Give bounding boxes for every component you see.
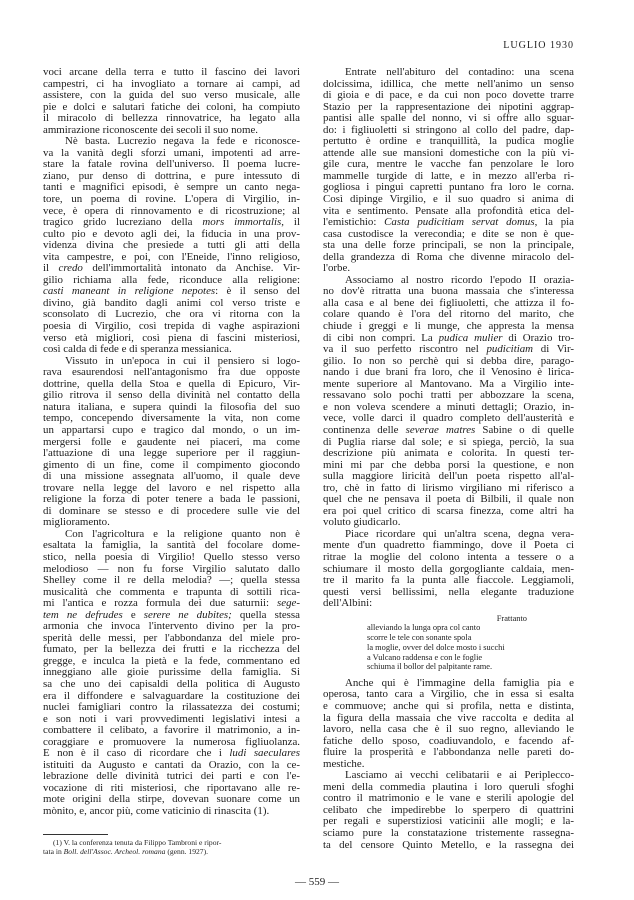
text-line: tempo, concependo diversamente la vita, non come: [43, 412, 300, 425]
text-line: musicalità che commenta e trapunta di sottili rica-: [43, 585, 300, 598]
text-line: attende alle sue mansioni domestiche con la più vi-: [323, 146, 574, 159]
text-segment: E non è il caso di ricordare che i: [43, 747, 230, 760]
footnote: [43, 839, 300, 856]
text-line: sa che uno dei capisaldi della politica di Augusto: [43, 677, 300, 690]
verse-line: scorre le tele con sonante spola: [367, 633, 472, 643]
text-line: e non voleva scendere a minuti dettagli; Orazio, in-: [323, 400, 574, 413]
text-line: di gioia e di pace, e da cui non poco dovette trarre: [323, 89, 574, 102]
text-line: vocazione di riti misteriosi, che riportavano alle re-: [43, 781, 300, 794]
text-line: vece, volle darci il quadro completo dell'austerità e: [323, 412, 574, 425]
text-line: era il diffondere e salvaguardare la costituzione dei: [43, 689, 300, 702]
text-line: miglioramento.: [43, 516, 110, 529]
verse-line: schiuma il bollor del palpitante rame.: [367, 662, 493, 672]
text-line: Così dipinge Virgilio, e il suo quadro si anima di: [323, 193, 574, 206]
text-line: esaltata la famiglia, la santità del focolare dome-: [43, 539, 300, 552]
text-line: mestiche.: [323, 757, 365, 770]
text-line: meni della commedia plautina i loro queruli sfoghi: [323, 780, 574, 793]
text-line: nando i due brani fra loro, che il Venosino è lirica-: [323, 366, 574, 379]
paragraph: [323, 529, 574, 610]
verse-line: alleviando la lunga opra col canto: [367, 623, 481, 633]
text-line: istituiti da Augusto e cantati da Orazio, con la ce-: [43, 758, 300, 771]
text-line: colare quando è l'ora del ritorno del marito, che: [323, 308, 574, 321]
text-line: gimento di un fine, come il compimento giocondo: [43, 458, 300, 471]
text-line: lavoro, nella casa che è il suo regno, alleviando le: [323, 723, 574, 736]
text-line: divino, già bandito dagli animi col verso triste e: [43, 296, 300, 309]
paragraph: [323, 67, 574, 275]
verse-quotation: [323, 614, 574, 672]
text-line: voluto giudicarlo.: [323, 516, 401, 529]
text-line: Lasciamo ai vecchi celibatarii e ai Periplecco-: [345, 769, 574, 782]
text-segment: il: [43, 262, 59, 275]
text-line: sta una delle forze principali, se non la principale,: [323, 239, 574, 252]
text-line: operosa, tanto cara a Virgilio, che in essa si esalta: [323, 688, 574, 701]
text-line: mente superiore al Mantovano. Ma a Virgilio inte-: [323, 377, 574, 390]
text-line: Con l'agricoltura e la religione quanto non è: [65, 527, 300, 540]
paragraph: [43, 67, 300, 136]
text-line: voci arcane della terra e tutto il fascino dei lavori: [43, 66, 300, 78]
text-line: campestri, ci ha invogliato a tornare ai campi, ad: [43, 77, 300, 90]
text-line: videnza divina che presiede a tutti gli atti della: [43, 239, 300, 252]
text-line: descrizione più animata e colorita. In questi ter-: [323, 447, 574, 460]
italic-text: Boll. dell'Assoc. Archeol. romana: [63, 846, 166, 856]
italic-text: tem ne defrudes: [43, 608, 123, 621]
text-line: sulla maggiore liricità dell'un poeta rispetto all'al-: [323, 470, 574, 483]
text-line: [323, 425, 574, 437]
text-segment: di Vir-: [533, 343, 574, 356]
paragraph: [323, 275, 574, 529]
text-line: per regali e superstiziosi vaticinii alle mogli; e la-: [323, 815, 574, 828]
text-line: la figura della massaia che vive raccolta e dedita al: [323, 711, 574, 724]
paragraph: [323, 678, 574, 770]
italic-text: pudicitiam: [486, 343, 534, 356]
text-segment: e: [122, 608, 144, 621]
italic-text: casti maneant in religione nepotes: [43, 285, 216, 298]
verse-line: Frattanto: [496, 613, 527, 623]
text-line: della grandezza di Roma che divenne miracolo del-: [323, 250, 574, 263]
text-line: trovare nella legge del lavoro e nel rispetto alla: [43, 481, 300, 494]
text-line: [43, 217, 300, 229]
text-line: tanti e magnifici episodi, è sempre un canto nega-: [43, 181, 300, 194]
text-line: Entrate nell'abituro del contadino: una scena: [345, 66, 574, 78]
text-line: culto pio e devoto agli dei, la fiducia in una prov-: [43, 227, 300, 240]
text-line: così calda di fede e di speranza messianica.: [43, 343, 232, 356]
text-segment: tata in: [43, 846, 64, 856]
italic-text: serere ne dubites;: [143, 608, 232, 621]
text-segment: l'emistichio:: [323, 216, 385, 229]
text-line: natura italiana, e supera quindi la filosofia del suo: [43, 400, 300, 413]
text-line: di dominare se stesso e di procedere sulle vie del: [43, 504, 300, 517]
text-line: un appartarsi cupo e tragico dal mondo, o un im-: [43, 423, 300, 436]
text-line: vece, è opera di rinnovamento e di ricostruzione; al: [43, 204, 300, 217]
text-line: [323, 344, 574, 356]
text-line: stare la fatale rovina dell'universo. Il poema lucre-: [43, 158, 300, 171]
text-line: ammirazione riconoscente dei secoli il suo nome.: [43, 123, 259, 136]
text-line: gile cura, mentre le vacche fan penzolare le loro: [323, 158, 574, 171]
text-line: era poi quel critico di scarsa finezza, come altri ha: [323, 504, 574, 517]
italic-text: mors immortalis: [202, 216, 282, 229]
text-line: mònito, e, ancor più, come vaticinio di rinascita (1).: [43, 805, 270, 817]
text-line: e son noti i vari provvedimenti legislativi intesi a: [43, 712, 300, 725]
text-line: poesia di Virgilio, così trepida di vaghe aspirazioni: [43, 320, 300, 333]
text-line: gogliosa i pingui capretti puntano fra loro le corna.: [323, 181, 574, 194]
text-line: ta del censore Quinto Metello, e la rassegna dei: [323, 838, 574, 851]
text-segment: dell'immortalità intonato da Anchise. Vir-: [82, 262, 300, 275]
text-line: mote origini della stirpe, dovevan suonare come un: [43, 793, 300, 806]
text-line: Vissuto in un'epoca in cui il pensiero si logo-: [65, 354, 300, 367]
text-line: chiude i greggi e li munge, che appresta la mensa: [323, 320, 574, 333]
text-line: mente d'un quadretto fiammingo, dove il Poeta ci: [323, 539, 574, 552]
text-line: vita campestre, e poi, con l'Eneide, l'inno religioso,: [43, 250, 300, 263]
text-segment: , il: [281, 216, 300, 229]
text-line: armonia che invoca l'intervento divino per la pro-: [43, 620, 300, 633]
text-line: pertutto è ordine e tranquillità, la pudica moglie: [323, 135, 574, 148]
text-line: do: i figliuoletti si stringono al collo del padre, dap-: [323, 123, 574, 136]
footnote-line: [43, 848, 300, 857]
text-segment: di Orazio tro-: [502, 331, 574, 344]
text-line: gilio ritrova il senso della divinità nel contatto della: [43, 389, 300, 402]
text-line: stico, nella poesia di Virgilio! Quello stesso verso: [43, 550, 300, 563]
text-segment: (1) V. la conferenza tenuta da Filippo Tambroni e ripor-: [53, 838, 222, 847]
text-segment: , la pia: [534, 216, 574, 229]
text-line: gilio richiama alla fede, riconduce alla religione:: [43, 273, 300, 286]
text-line: combattere il celibato, a favorire il matrimonio, a in-: [43, 724, 300, 737]
text-line: e commuove; anche qui si profila, netta e distinta,: [323, 700, 574, 713]
left-column: [43, 67, 300, 818]
text-line: dolcissima, idillica, che mette nell'animo un senso: [323, 77, 574, 90]
right-column: [323, 67, 574, 851]
text-line: mini mi par che debba porsi la questione, e non: [323, 458, 574, 471]
text-line: questi versi bellissimi, nella elegante traduzione: [323, 585, 574, 598]
text-line: di Puglia riarse dal sole; e si spiega, perciò, la sua: [323, 435, 574, 448]
text-line: gilio. Io non so perchè qui si debba dire, parago-: [323, 354, 574, 367]
text-line: pantisi alle spalle del nonno, vi si offre allo sguar-: [323, 112, 574, 125]
text-line: l'attuazione di una legge superiore per il raggiun-: [43, 447, 300, 460]
text-line: Anche qui è l'immagine della famiglia pia e: [345, 676, 574, 689]
paragraph: [323, 770, 574, 851]
text-segment: va il suo perfetto riscontro nel: [323, 343, 487, 356]
paragraph: [43, 529, 300, 818]
text-line: tore, un poema di rovine. L'opera di Virgilio, in-: [43, 193, 300, 206]
text-line: ressavano solo pochi tratti per abbozzare la scena,: [323, 389, 574, 402]
verse-line: a Vulcano raddensa e con le foglie: [367, 652, 483, 662]
text-line: inneggiano alle gioie purissime della famiglia. Si: [43, 666, 300, 679]
text-line: alla casa e al bene dei figliuoletti, che attizza il fo-: [323, 296, 574, 309]
text-line: Shelley come il re della melodia? —; quella stessa: [43, 574, 300, 587]
text-line: melodioso — non fu forse Virgilio salutato dallo: [43, 562, 300, 575]
text-line: Nè basta. Lucrezio negava la fede e riconosce-: [65, 135, 300, 148]
text-line: fluire la prosperità e l'abbondanza nelle pareti do-: [323, 746, 574, 759]
footnote-divider: [43, 834, 108, 835]
italic-text: sege-: [277, 597, 300, 610]
text-line: va la vanità degli sforzi umani, impotenti ad arre-: [43, 146, 300, 159]
text-line: ritrae la moglie del colono intenta a tessere o a: [323, 550, 574, 563]
text-line: il miracolo di bellezza rinnovatrice, ha legato alla: [43, 112, 300, 125]
text-segment: Sabine o di quelle: [475, 423, 574, 436]
italic-text: ludi saeculares: [229, 747, 300, 760]
italic-text: credo: [58, 262, 83, 275]
text-line: dottrine, quella della Stoa e quella di Epicuro, Vir-: [43, 377, 300, 390]
text-line: Piace ricordare qui un'altra scena, degna vera-: [345, 527, 574, 540]
text-line: Stazio per la rappresentazione dei nipotini aggrap-: [323, 100, 574, 113]
text-line: ziano, pur denso di dottrina, e pure intessuto di: [43, 169, 300, 182]
text-line: casa custodisce la verecondia; e dite se non è que-: [323, 227, 574, 240]
text-line: lebrazione delle divinità tutrici dei parti e con l'e-: [43, 770, 300, 783]
text-line: sconsolato di Lucrezio, che ora vi ritorna con la: [43, 308, 300, 321]
text-line: contro il matrimonio e le vane e sterili apologie del: [323, 792, 574, 805]
text-line: di una missione assegnata all'uomo, il quale deve: [43, 470, 300, 483]
text-line: rava esaurendosi nell'antagonismo fra due opposte: [43, 366, 300, 379]
text-line: dell'Albini:: [323, 597, 373, 610]
italic-text: severae matres: [405, 423, 476, 436]
text-segment: quella stessa: [231, 608, 300, 621]
text-line: pie e dolci e salutari fatiche dei coloni, ha compiuto: [43, 100, 300, 113]
text-line: no dov'è ritratta una buona massaia che s'interessa: [323, 285, 574, 298]
text-line: gregge, e inculca la pietà e la fede, commentano ed: [43, 654, 300, 667]
text-line: sperità delle messi, per l'abbondanza del miele pro-: [43, 631, 300, 644]
text-line: mammelle turgide di latte, e in mezzo all'erba ri-: [323, 169, 574, 182]
italic-text: Casta pudicitiam servat domus: [384, 216, 535, 229]
text-line: religione la forza di poter tenere a bada le passioni,: [43, 493, 300, 506]
text-segment: : è il senso del: [215, 285, 300, 298]
text-segment: (genn. 1927).: [165, 846, 209, 856]
text-line: vita e sentimento. Pensate alla profondità etica del-: [323, 204, 574, 217]
page-number: — 559 —: [295, 876, 339, 888]
text-line: mergersi folle e gaudente nei piaceri, ma come: [43, 435, 300, 448]
text-line: coraggiare e promuovere la numerosa figliuolanza.: [43, 735, 300, 748]
paragraph: [43, 356, 300, 529]
text-line: tro, chè in fatto di lirismo virgiliano mi riferisco a: [323, 481, 574, 494]
text-line: l'orbe.: [323, 262, 351, 275]
text-line: quel che ne pensava il poeta di Bilbili, il quale non: [323, 493, 574, 506]
italic-text: pudica mulier: [438, 331, 503, 344]
verse-line: la moglie, ovver del dolce mosto i succhi: [367, 642, 505, 652]
paragraph: [43, 136, 300, 355]
text-line: fumato, per la bellezza dei frutti e la ricchezza del: [43, 643, 300, 656]
text-line: verso età migliori, così piena di fascini misteriosi,: [43, 331, 300, 344]
text-line: sciamo pure la constatazione tristemente rassegna-: [323, 827, 574, 840]
text-line: Associamo al nostro ricordo l'epodo II orazia-: [345, 273, 574, 286]
text-line: [323, 217, 574, 229]
text-segment: continenza delle: [323, 423, 406, 436]
text-line: fatiche dello sposo, coadiuvandolo, e facendo af-: [323, 734, 574, 747]
text-segment: tragico grido lucreziano della: [43, 216, 203, 229]
text-segment: mi l'antica e rozza formula dei due saturnii:: [43, 597, 278, 610]
running-head: LUGLIO 1930: [503, 40, 574, 51]
text-segment: di cibi non compri. La: [323, 331, 439, 344]
text-line: nuclei famigliari contro la rilassatezza dei costumi;: [43, 701, 300, 714]
text-line: celibato che impedirebbe lo sperpero di quattrini: [323, 803, 574, 816]
text-line: tre il marito fa la punta alle fiaccole. Leggiamoli,: [323, 574, 574, 587]
text-line: assistere, con la guida del suo verso musicale, alle: [43, 89, 300, 102]
text-line: schiumare il mosto della gorgogliante caldaia, men-: [323, 562, 574, 575]
